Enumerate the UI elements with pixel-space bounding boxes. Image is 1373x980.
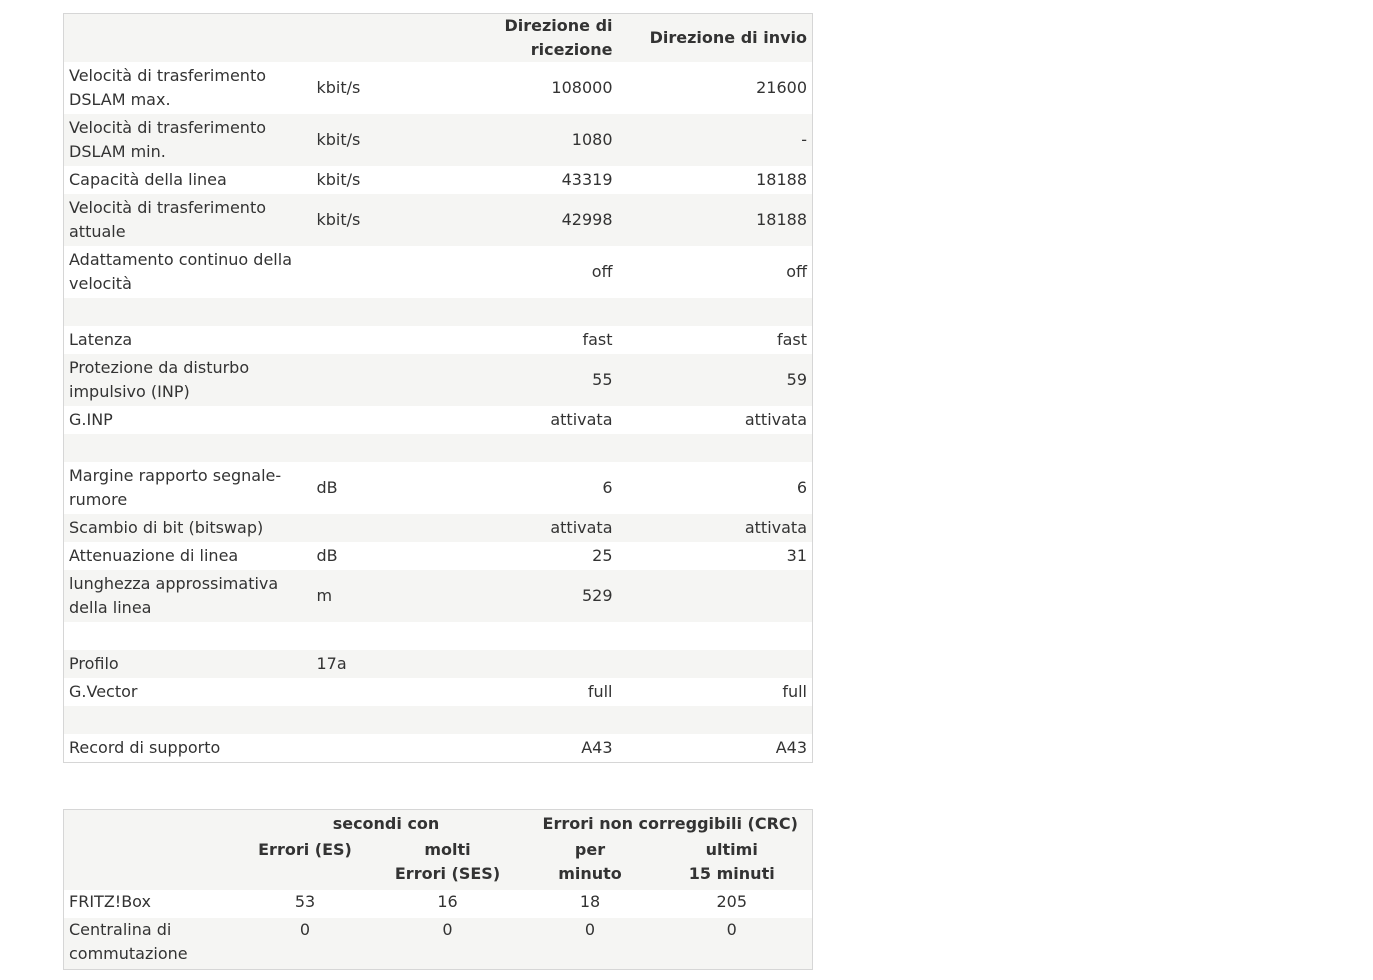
row-label bbox=[64, 706, 312, 734]
row-unit: kbit/s bbox=[316, 170, 361, 189]
row-tx-value: 31 bbox=[786, 546, 807, 565]
row-rx-value bbox=[422, 298, 618, 326]
row-label: FRITZ!Box bbox=[69, 891, 151, 911]
row-es-value: 53 bbox=[294, 891, 316, 911]
row-label: Protezione da disturbo impulsivo (INP) bbox=[69, 358, 250, 401]
row-tx-value bbox=[618, 434, 813, 462]
row-dslam-max bbox=[64, 62, 813, 114]
row-seamless-rate-adaptation bbox=[64, 246, 813, 298]
row-bitswap bbox=[64, 514, 813, 542]
row-fritzbox bbox=[64, 890, 813, 918]
col-header-es-text: Errori (ES) bbox=[258, 839, 352, 859]
row-last-15-value: 205 bbox=[716, 891, 748, 911]
row-rx-value: 43319 bbox=[561, 170, 613, 189]
row-rx-value: A43 bbox=[581, 737, 613, 757]
row-unit bbox=[312, 734, 422, 762]
error-statistics-table bbox=[63, 809, 813, 970]
dsl-line-table bbox=[63, 13, 813, 763]
col-header-last-15-line1: ultimi bbox=[705, 839, 758, 859]
row-es-value: 0 bbox=[299, 919, 311, 939]
row-tx-value: 6 bbox=[796, 478, 807, 497]
row-line-capacity bbox=[64, 166, 813, 194]
row-per-minute-value: 0 bbox=[584, 919, 596, 939]
col-header-last-15-line2: 15 minuti bbox=[688, 863, 775, 883]
row-tx-value bbox=[618, 622, 813, 650]
row-rx-value: fast bbox=[582, 330, 613, 349]
row-label bbox=[64, 298, 312, 326]
row-label bbox=[64, 434, 312, 462]
row-line-attenuation bbox=[64, 542, 813, 570]
col-header-last-15-minutes bbox=[652, 838, 813, 890]
row-tx-value bbox=[618, 650, 813, 678]
header-receive-direction: Direzione di ricezione bbox=[504, 16, 613, 59]
header-send-direction: Direzione di invio bbox=[649, 28, 807, 47]
row-rx-value: 1080 bbox=[571, 130, 613, 149]
row-latency bbox=[64, 326, 813, 354]
row-unit: 17a bbox=[316, 654, 347, 673]
row-label: lunghezza approssimativa della linea bbox=[69, 574, 279, 617]
row-tx-value: 59 bbox=[786, 370, 807, 389]
row-unit bbox=[312, 326, 422, 354]
row-inp bbox=[64, 354, 813, 406]
header-empty bbox=[64, 810, 244, 838]
row-label: Adattamento continuo della velocità bbox=[69, 250, 292, 293]
row-unit: kbit/s bbox=[316, 130, 361, 149]
row-ginp bbox=[64, 406, 813, 434]
col-header-per-minute-line2: minuto bbox=[558, 863, 622, 883]
row-unit: kbit/s bbox=[316, 78, 361, 97]
row-unit bbox=[312, 354, 422, 406]
row-label: Profilo bbox=[69, 654, 119, 673]
row-unit bbox=[312, 706, 422, 734]
row-unit bbox=[312, 246, 422, 298]
row-unit bbox=[312, 514, 422, 542]
row-rx-value: 55 bbox=[592, 370, 613, 389]
row-gvector bbox=[64, 678, 813, 706]
row-rx-value: 25 bbox=[592, 546, 613, 565]
row-spacer bbox=[64, 434, 813, 462]
row-label bbox=[64, 622, 312, 650]
row-rx-value: 108000 bbox=[551, 78, 613, 97]
row-dslam-min bbox=[64, 114, 813, 166]
header-empty bbox=[64, 14, 312, 63]
row-tx-value: attivata bbox=[744, 410, 807, 429]
row-tx-value bbox=[618, 570, 813, 622]
column-header-row bbox=[64, 838, 813, 890]
row-unit: dB bbox=[316, 546, 338, 565]
row-label: G.INP bbox=[69, 410, 113, 429]
row-tx-value: 18188 bbox=[756, 170, 807, 189]
row-unit: m bbox=[316, 586, 333, 605]
row-rx-value bbox=[422, 622, 618, 650]
row-ses-value: 16 bbox=[437, 891, 458, 911]
col-header-ses-line2: Errori (SES) bbox=[394, 863, 501, 883]
row-unit: dB bbox=[316, 478, 338, 497]
row-label: Attenuazione di linea bbox=[69, 546, 239, 565]
col-header-ses bbox=[367, 838, 529, 890]
row-label: Velocità di trasferimento DSLAM min. bbox=[69, 118, 266, 161]
row-label: Velocità di trasferimento DSLAM max. bbox=[69, 66, 266, 109]
row-rx-value: attivata bbox=[550, 518, 613, 537]
row-rx-value bbox=[422, 434, 618, 462]
row-tx-value: off bbox=[786, 262, 807, 281]
row-rx-value: off bbox=[591, 262, 613, 281]
row-spacer bbox=[64, 298, 813, 326]
row-tx-value bbox=[618, 706, 813, 734]
row-label: G.Vector bbox=[69, 682, 138, 701]
row-tx-value: 18188 bbox=[756, 210, 807, 229]
row-label: Record di supporto bbox=[69, 737, 221, 757]
row-tx-value bbox=[618, 298, 813, 326]
row-rx-value: full bbox=[587, 682, 613, 701]
row-tx-value: attivata bbox=[744, 518, 807, 537]
row-label: Margine rapporto segnale-rumore bbox=[69, 466, 282, 509]
row-rx-value bbox=[422, 706, 618, 734]
row-rx-value: attivata bbox=[550, 410, 613, 429]
row-unit bbox=[312, 678, 422, 706]
row-label: Velocità di trasferimento attuale bbox=[69, 198, 266, 241]
row-rx-value: 42998 bbox=[561, 210, 613, 229]
row-ses-value: 0 bbox=[442, 919, 453, 939]
group-header-seconds: secondi con bbox=[332, 813, 440, 833]
row-profile bbox=[64, 650, 813, 678]
header-row bbox=[64, 14, 813, 63]
row-spacer bbox=[64, 622, 813, 650]
row-snr-margin bbox=[64, 462, 813, 514]
group-header-row bbox=[64, 810, 813, 838]
row-unit bbox=[312, 406, 422, 434]
row-rx-value: 529 bbox=[581, 586, 613, 605]
row-tx-value: 21600 bbox=[756, 78, 807, 97]
row-tx-value: full bbox=[782, 682, 807, 701]
group-header-crc: Errori non correggibili (CRC) bbox=[542, 813, 798, 833]
row-per-minute-value: 18 bbox=[579, 891, 601, 911]
row-support-record bbox=[64, 734, 813, 762]
row-rx-value bbox=[422, 650, 618, 678]
row-exchange bbox=[64, 918, 813, 970]
col-header-ses-line1: molti bbox=[424, 839, 471, 859]
row-unit bbox=[312, 622, 422, 650]
row-label: Centralina di commutazione bbox=[69, 919, 188, 963]
row-tx-value: A43 bbox=[775, 737, 807, 757]
col-header-per-minute bbox=[529, 838, 652, 890]
row-label: Capacità della linea bbox=[69, 170, 227, 189]
row-label: Latenza bbox=[69, 330, 133, 349]
header-empty bbox=[312, 14, 422, 63]
row-tx-value: - bbox=[801, 130, 807, 149]
row-last-15-value: 0 bbox=[726, 919, 737, 939]
row-spacer bbox=[64, 706, 813, 734]
row-rx-value: 6 bbox=[602, 478, 613, 497]
row-unit: kbit/s bbox=[316, 210, 361, 229]
row-label: Scambio di bit (bitswap) bbox=[69, 518, 264, 537]
row-tx-value: fast bbox=[776, 330, 807, 349]
header-empty bbox=[64, 838, 244, 890]
row-line-length bbox=[64, 570, 813, 622]
row-unit bbox=[312, 434, 422, 462]
row-current-rate bbox=[64, 194, 813, 246]
col-header-per-minute-line1: per bbox=[574, 839, 606, 859]
row-unit bbox=[312, 298, 422, 326]
col-header-es bbox=[244, 838, 367, 890]
